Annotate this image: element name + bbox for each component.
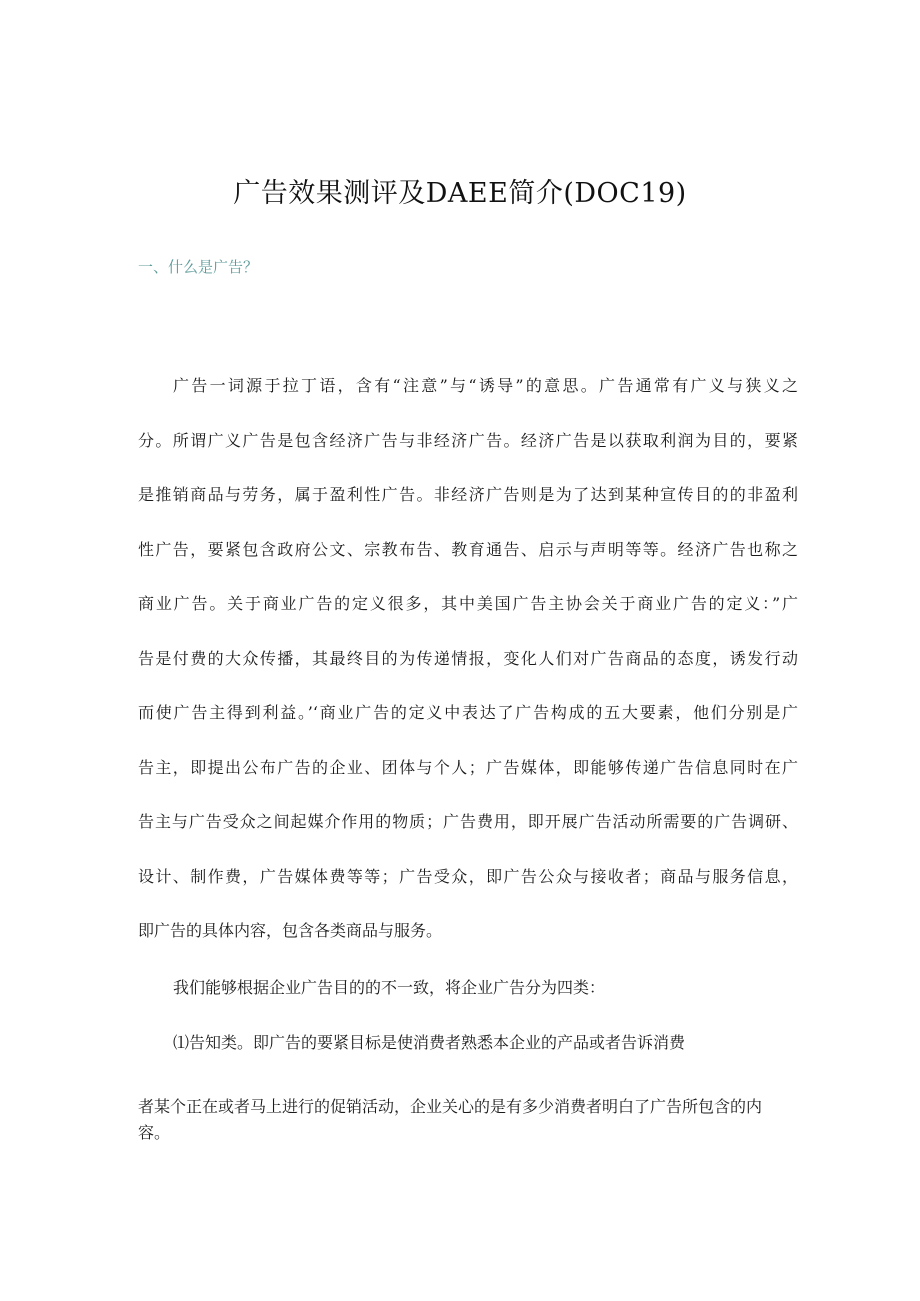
paragraph-line: 告主与广告受众之间起媒介作用的物质；广告费用，即开展广告活动所需要的广告调研、 [138, 812, 798, 831]
paragraph-line: 是推销商品与劳务，属于盈利性广告。非经济广告则是为了达到某种宣传目的的非盈利 [138, 485, 798, 504]
paragraph-line: 告是付费的大众传播，其最终目的为传递情报，变化人们对广告商品的态度，诱发行动 [138, 648, 798, 668]
list-item-1-continuation: 者某个正在或者马上进行的促销活动，企业关心的是有多少消费者明白了广告所包含的内容。 [138, 1097, 763, 1142]
paragraph-line: 广告一词源于拉丁语，含有“注意”与“诱导”的意思。广告通常有广义与狭义之 [173, 376, 798, 395]
document-title: 广告效果测评及DAEE简介(DOC19) [233, 178, 687, 209]
section-heading: 一、什么是广告？ [138, 258, 259, 276]
paragraph-line: 分。所谓广义广告是包含经济广告与非经济广告。经济广告是以获取利润为目的，要紧 [138, 430, 798, 450]
classification-intro: 我们能够根据企业广告目的的不一致，将企业广告分为四类： [173, 978, 606, 997]
paragraph-line: 告主，即提出公布广告的企业、团体与个人；广告媒体，即能够传递广告信息同时在广 [138, 757, 798, 777]
paragraph-line: 设计、制作费，广告媒体费等等；广告受众，即广告公众与接收者；商品与服务信息， [138, 866, 798, 886]
main-paragraph [138, 359, 798, 959]
list-item-1-first-line: ⑴告知类。即广告的要紧目标是使消费者熟悉本企业的产品或者告诉消费 [173, 1033, 686, 1052]
paragraph-line: 即广告的具体内容，包含各类商品与服务。 [138, 921, 443, 940]
paragraph-line: 而使广告主得到利益。’‘商业广告的定义中表达了广告构成的五大要素，他们分别是广 [138, 703, 798, 722]
paragraph-line: 商业广告。关于商业广告的定义很多，其中美国广告主协会关于商业广告的定义：”广 [138, 594, 798, 613]
paragraph-line: 性广告，要紧包含政府公文、宗教布告、教育通告、启示与声明等等。经济广告也称之 [138, 539, 798, 559]
